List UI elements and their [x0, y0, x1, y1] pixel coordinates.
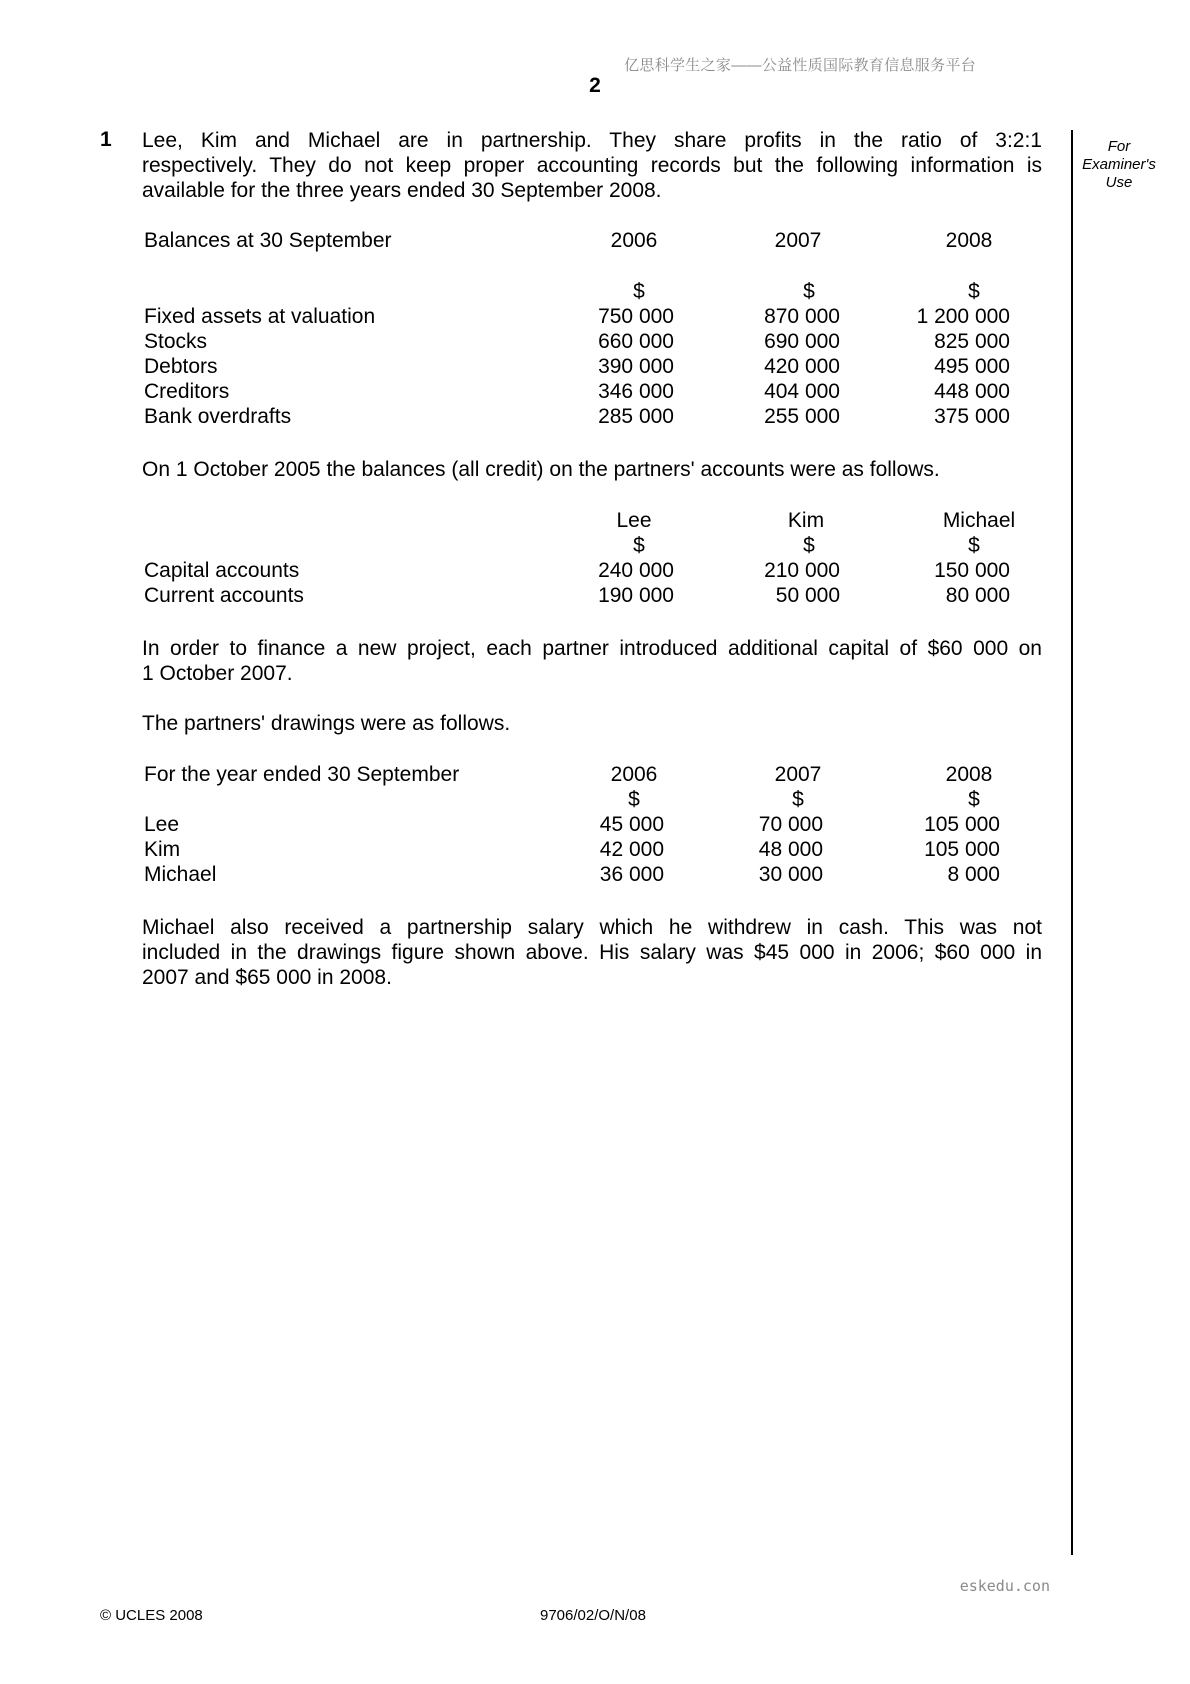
table-row — [144, 558, 1044, 583]
partner-name-header: Lee — [616, 509, 652, 532]
currency-symbol: $ — [968, 788, 980, 811]
table-cell: 210 000 — [764, 559, 840, 582]
table-cell: 30 000 — [758, 863, 823, 886]
table-row — [144, 404, 1044, 429]
table-cell: 80 000 — [945, 584, 1010, 607]
partner-name-header: Kim — [787, 509, 825, 532]
examiner-label-line: Examiner's — [1082, 156, 1156, 173]
currency-symbol: $ — [968, 280, 980, 303]
year-header: 2006 — [610, 763, 658, 786]
table-cell: 346 000 — [598, 380, 674, 403]
table-row — [144, 583, 1044, 608]
intro-line: Lee, Kim and Michael are in partnership. They share profits in the ratio of 3:2:1 — [142, 129, 1042, 152]
balances-header-row — [144, 228, 1044, 253]
table-cell: 240 000 — [598, 559, 674, 582]
table-cell: 42 000 — [599, 838, 664, 861]
table-row — [144, 812, 1044, 837]
table-cell: 390 000 — [598, 355, 674, 378]
year-header: 2007 — [774, 763, 822, 786]
salary-line: Michael also received a partnership salary which he withdrew in cash. This was not — [142, 916, 1042, 939]
table-row — [144, 379, 1044, 404]
row-label: Michael — [144, 863, 217, 886]
row-label: Creditors — [144, 380, 230, 403]
table-cell: 750 000 — [598, 305, 674, 328]
row-label: Fixed assets at valuation — [144, 305, 376, 328]
table-row — [144, 862, 1044, 887]
examiner-label-line: For — [1107, 138, 1131, 155]
examiner-label-line: Use — [1105, 174, 1133, 191]
currency-symbol: $ — [628, 788, 640, 811]
intro-line: respectively. They do not keep proper accounting records but the following information is — [142, 154, 1042, 177]
table-cell: 420 000 — [764, 355, 840, 378]
drawings-intro-text — [142, 711, 1042, 736]
table-cell: 375 000 — [934, 405, 1010, 428]
partners-header-row — [144, 508, 1044, 533]
page-number: 2 — [589, 74, 601, 97]
table-cell: 495 000 — [934, 355, 1010, 378]
table-cell: 105 000 — [924, 813, 1000, 836]
year-header: 2008 — [945, 763, 993, 786]
partners-intro-line: On 1 October 2005 the balances (all credit) on the partners' accounts were as follows. — [142, 458, 940, 481]
table-cell: 36 000 — [599, 863, 664, 886]
intro-paragraph — [142, 128, 1042, 203]
table-cell: 48 000 — [758, 838, 823, 861]
table-row — [144, 837, 1044, 862]
row-label: Current accounts — [144, 584, 304, 607]
watermark-text: 亿思科学生之家——公益性质国际教育信息服务平台 — [624, 57, 976, 74]
balances-currency-row — [144, 279, 1044, 304]
table-cell: 150 000 — [934, 559, 1010, 582]
row-label: Bank overdrafts — [144, 405, 292, 428]
row-label: Capital accounts — [144, 559, 300, 582]
drawings-currency-row — [144, 787, 1044, 812]
partners-currency-row — [144, 533, 1044, 558]
capital-line: 1 October 2007. — [142, 662, 293, 685]
row-label: Kim — [144, 838, 181, 861]
table-row — [144, 304, 1044, 329]
salary-line: included in the drawings figure shown above. His salary was $45 000 in 2006; $60 000 in — [142, 941, 1042, 964]
question-number: 1 — [100, 128, 112, 151]
table-cell: 105 000 — [924, 838, 1000, 861]
table-cell: 825 000 — [934, 330, 1010, 353]
partners-intro-text — [142, 457, 1042, 482]
currency-symbol: $ — [633, 534, 645, 557]
table-cell: 404 000 — [764, 380, 840, 403]
currency-symbol: $ — [968, 534, 980, 557]
site-watermark: eskedu.con — [959, 1577, 1050, 1595]
drawings-heading: For the year ended 30 September — [144, 763, 460, 786]
paper-code: 9706/02/O/N/08 — [540, 1607, 646, 1624]
table-cell: 690 000 — [764, 330, 840, 353]
year-header: 2006 — [610, 229, 658, 252]
table-cell: 1 200 000 — [916, 305, 1010, 328]
table-cell: 8 000 — [947, 863, 1000, 886]
table-cell: 255 000 — [764, 405, 840, 428]
partner-name-header: Michael — [942, 509, 1016, 532]
table-row — [144, 354, 1044, 379]
currency-symbol: $ — [792, 788, 804, 811]
row-label: Lee — [144, 813, 180, 836]
table-cell: 448 000 — [934, 380, 1010, 403]
examiner-use-label — [1074, 138, 1164, 192]
currency-symbol: $ — [803, 280, 815, 303]
table-cell: 70 000 — [758, 813, 823, 836]
additional-capital-paragraph — [142, 636, 1042, 686]
table-cell: 45 000 — [599, 813, 664, 836]
table-row — [144, 329, 1044, 354]
table-cell: 190 000 — [598, 584, 674, 607]
capital-line: In order to finance a new project, each partner introduced additional capital of $60 000 on — [142, 637, 1042, 660]
examiner-margin-line — [1071, 130, 1073, 1555]
table-cell: 50 000 — [775, 584, 840, 607]
row-label: Debtors — [144, 355, 218, 378]
row-label: Stocks — [144, 330, 208, 353]
balances-heading: Balances at 30 September — [144, 229, 392, 252]
year-header: 2007 — [774, 229, 822, 252]
copyright-text: © UCLES 2008 — [100, 1607, 203, 1624]
currency-symbol: $ — [633, 280, 645, 303]
table-cell: 660 000 — [598, 330, 674, 353]
table-cell: 870 000 — [764, 305, 840, 328]
intro-line: available for the three years ended 30 September 2008. — [142, 179, 662, 202]
salary-line: 2007 and $65 000 in 2008. — [142, 966, 392, 989]
drawings-intro-line: The partners' drawings were as follows. — [142, 712, 511, 735]
salary-paragraph — [142, 915, 1042, 990]
currency-symbol: $ — [803, 534, 815, 557]
drawings-header-row — [144, 762, 1044, 787]
year-header: 2008 — [945, 229, 993, 252]
table-cell: 285 000 — [598, 405, 674, 428]
